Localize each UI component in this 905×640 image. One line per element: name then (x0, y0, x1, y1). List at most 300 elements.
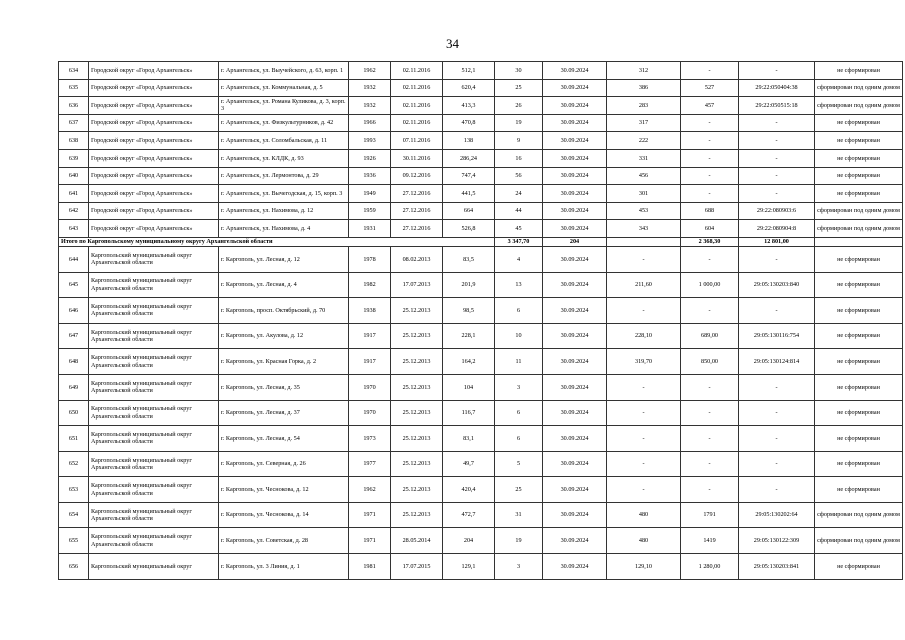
cell-emergency-date: 30.11.2016 (391, 149, 443, 167)
cell-address: г. Каргополь, ул. Лесная, д. 54 (219, 426, 349, 452)
cell-row-number: 645 (59, 272, 89, 298)
cell-deadline: 30.09.2024 (543, 426, 607, 452)
cell-floor-area: 664 (443, 202, 495, 220)
cell-row-number: 646 (59, 298, 89, 324)
table-body-kargopol (59, 246, 903, 579)
cell-emergency-date: 27.12.2016 (391, 220, 443, 238)
cell-plot-area-1: 211,60 (607, 272, 681, 298)
cell-build-year: 1949 (349, 185, 391, 203)
cell-deadline: 30.09.2024 (543, 554, 607, 580)
cell-municipality: Каргопольский муниципальный округ Архангельской области (89, 246, 219, 272)
total-row (59, 237, 903, 246)
cell-address: г. Архангельск, ул. Нахимова, д. 4 (219, 220, 349, 238)
cell-residents: 26 (495, 97, 543, 115)
cell-row-number: 649 (59, 374, 89, 400)
cell-plot-status: не сформирован (815, 167, 903, 185)
cell-residents: 6 (495, 298, 543, 324)
table-row (59, 374, 903, 400)
cell-build-year: 1962 (349, 62, 391, 80)
cell-municipality: Городской округ «Город Архангельск» (89, 167, 219, 185)
cell-plot-area-1: 228,10 (607, 323, 681, 349)
cell-floor-area: 201,9 (443, 272, 495, 298)
cell-plot-area-2: - (681, 451, 739, 477)
cell-floor-area: 49,7 (443, 451, 495, 477)
cell-plot-area-2: - (681, 477, 739, 503)
cell-floor-area: 204 (443, 528, 495, 554)
cell-build-year: 1971 (349, 502, 391, 528)
cell-plot-area-2: - (681, 400, 739, 426)
cell-plot-area-1: - (607, 374, 681, 400)
cell-row-number: 656 (59, 554, 89, 580)
cell-emergency-date: 02.11.2016 (391, 79, 443, 97)
cell-plot-area-1: 129,10 (607, 554, 681, 580)
table-body-arkhangelsk (59, 62, 903, 238)
cell-municipality: Городской округ «Город Архангельск» (89, 149, 219, 167)
cell-row-number: 638 (59, 132, 89, 150)
table-row (59, 400, 903, 426)
cell-emergency-date: 07.11.2016 (391, 132, 443, 150)
table-row (59, 220, 903, 238)
cell-cadastral-number: - (739, 114, 815, 132)
cell-plot-area-1: 222 (607, 132, 681, 150)
cell-cadastral-number: 29:22:080903:6 (739, 202, 815, 220)
cell-emergency-date: 17.07.2013 (391, 272, 443, 298)
cell-plot-area-2: - (681, 132, 739, 150)
cell-cadastral-number: 29:05:130116:754 (739, 323, 815, 349)
cell-build-year: 1981 (349, 554, 391, 580)
cell-address: г. Каргополь, просп. Октябрьский, д. 70 (219, 298, 349, 324)
cell-municipality: Городской округ «Город Архангельск» (89, 185, 219, 203)
cell-plot-area-2: 604 (681, 220, 739, 238)
cell-cadastral-number: - (739, 298, 815, 324)
cell-floor-area: 413,3 (443, 97, 495, 115)
cell-plot-area-2: 1 000,00 (681, 272, 739, 298)
cell-residents: 11 (495, 349, 543, 375)
cell-municipality: Каргопольский муниципальный округ Архангельской области (89, 349, 219, 375)
cell-cadastral-number: - (739, 246, 815, 272)
cell-address: г. Каргополь, ул. Лесная, д. 12 (219, 246, 349, 272)
cell-row-number: 641 (59, 185, 89, 203)
table-row (59, 114, 903, 132)
cell-plot-status: не сформирован (815, 185, 903, 203)
cell-address: г. Архангельск, ул. Вычегодская, д. 15, корп. 3 (219, 185, 349, 203)
cell-municipality: Каргопольский муниципальный округ Архангельской области (89, 400, 219, 426)
cell-residents: 6 (495, 426, 543, 452)
cell-residents: 44 (495, 202, 543, 220)
cell-plot-area-1: 317 (607, 114, 681, 132)
cell-plot-status: сформирован под одним домом (815, 220, 903, 238)
cell-deadline: 30.09.2024 (543, 298, 607, 324)
cell-plot-status: сформирован под одним домом (815, 97, 903, 115)
cell-floor-area: 512,1 (443, 62, 495, 80)
cell-deadline: 30.09.2024 (543, 62, 607, 80)
cell-cadastral-number: 29:05:130203:840 (739, 272, 815, 298)
cell-plot-area-2: 1791 (681, 502, 739, 528)
table-total (59, 237, 903, 246)
cell-plot-status: не сформирован (815, 451, 903, 477)
cell-build-year: 1982 (349, 272, 391, 298)
cell-plot-area-1: 480 (607, 502, 681, 528)
cell-address: г. Архангельск, ул. Выучейского, д. 63, корп. 1 (219, 62, 349, 80)
cell-row-number: 650 (59, 400, 89, 426)
cell-floor-area: 470,8 (443, 114, 495, 132)
cell-floor-area: 104 (443, 374, 495, 400)
cell-build-year: 1966 (349, 114, 391, 132)
cell-municipality: Городской округ «Город Архангельск» (89, 132, 219, 150)
cell-residents: 9 (495, 132, 543, 150)
cell-deadline: 30.09.2024 (543, 502, 607, 528)
cell-emergency-date: 17.07.2015 (391, 554, 443, 580)
cell-plot-area-2: 527 (681, 79, 739, 97)
cell-plot-area-2: - (681, 62, 739, 80)
cell-address: г. Каргополь, ул. Чеснокова, д. 14 (219, 502, 349, 528)
cell-build-year: 1938 (349, 298, 391, 324)
cell-row-number: 654 (59, 502, 89, 528)
table-row (59, 349, 903, 375)
cell-build-year: 1932 (349, 97, 391, 115)
cell-floor-area: 116,7 (443, 400, 495, 426)
cell-plot-status: сформирован под одним домом (815, 79, 903, 97)
cell-municipality: Городской округ «Город Архангельск» (89, 79, 219, 97)
cell-municipality: Каргопольский муниципальный округ Архангельской области (89, 451, 219, 477)
table-row (59, 62, 903, 80)
cell-plot-status: не сформирован (815, 246, 903, 272)
cell-plot-area-2: 457 (681, 97, 739, 115)
cell-floor-area: 286,24 (443, 149, 495, 167)
cell-deadline: 30.09.2024 (543, 272, 607, 298)
cell-floor-area: 747,4 (443, 167, 495, 185)
cell-cadastral-number: 29:05:130122:309 (739, 528, 815, 554)
cell-plot-status: не сформирован (815, 272, 903, 298)
cell-build-year: 1970 (349, 374, 391, 400)
cell-build-year: 1973 (349, 426, 391, 452)
cell-row-number: 636 (59, 97, 89, 115)
cell-residents: 31 (495, 502, 543, 528)
cell-plot-area-1: - (607, 246, 681, 272)
cell-row-number: 644 (59, 246, 89, 272)
cell-plot-area-2: 689,00 (681, 323, 739, 349)
cell-deadline: 30.09.2024 (543, 477, 607, 503)
cell-deadline: 30.09.2024 (543, 202, 607, 220)
cell-row-number: 653 (59, 477, 89, 503)
cell-plot-area-2: 850,00 (681, 349, 739, 375)
cell-residents: 4 (495, 246, 543, 272)
cell-floor-area: 129,1 (443, 554, 495, 580)
cell-build-year: 1936 (349, 167, 391, 185)
cell-emergency-date: 25.12.2013 (391, 477, 443, 503)
cell-emergency-date: 02.11.2016 (391, 97, 443, 115)
cell-build-year: 1932 (349, 79, 391, 97)
cell-emergency-date: 25.12.2013 (391, 349, 443, 375)
cell-plot-area-2: - (681, 149, 739, 167)
cell-floor-area: 472,7 (443, 502, 495, 528)
cell-residents: 6 (495, 400, 543, 426)
cell-build-year: 1931 (349, 220, 391, 238)
total-area: 3 347,70 (495, 237, 543, 246)
table-row (59, 167, 903, 185)
cell-deadline: 30.09.2024 (543, 79, 607, 97)
cell-plot-area-1: 453 (607, 202, 681, 220)
cell-cadastral-number: - (739, 62, 815, 80)
cell-plot-status: не сформирован (815, 132, 903, 150)
cell-plot-status: не сформирован (815, 477, 903, 503)
cell-deadline: 30.09.2024 (543, 400, 607, 426)
cell-cadastral-number: 29:05:130203:841 (739, 554, 815, 580)
cell-plot-area-1: 301 (607, 185, 681, 203)
cell-emergency-date: 25.12.2013 (391, 451, 443, 477)
total-s2: 12 801,00 (739, 237, 815, 246)
table-row (59, 246, 903, 272)
cell-plot-status: не сформирован (815, 149, 903, 167)
cell-address: г. Каргополь, ул. Акулова, д. 12 (219, 323, 349, 349)
cell-municipality: Каргопольский муниципальный округ Архангельской области (89, 374, 219, 400)
table-row (59, 477, 903, 503)
cell-deadline: 30.09.2024 (543, 185, 607, 203)
cell-cadastral-number: - (739, 400, 815, 426)
housing-register-table (58, 61, 903, 580)
cell-emergency-date: 25.12.2013 (391, 323, 443, 349)
cell-build-year: 1917 (349, 323, 391, 349)
cell-plot-status: сформирован под одним домом (815, 502, 903, 528)
cell-plot-area-1: - (607, 426, 681, 452)
table-row (59, 202, 903, 220)
cell-plot-status: не сформирован (815, 323, 903, 349)
cell-plot-area-2: 1419 (681, 528, 739, 554)
cell-emergency-date: 25.12.2013 (391, 426, 443, 452)
cell-residents: 30 (495, 62, 543, 80)
cell-plot-area-1: 319,70 (607, 349, 681, 375)
cell-residents: 19 (495, 114, 543, 132)
cell-cadastral-number: - (739, 477, 815, 503)
cell-build-year: 1977 (349, 451, 391, 477)
cell-plot-status: не сформирован (815, 374, 903, 400)
cell-residents: 10 (495, 323, 543, 349)
total-cad (815, 237, 903, 246)
cell-cadastral-number: - (739, 167, 815, 185)
cell-residents: 25 (495, 477, 543, 503)
cell-address: г. Архангельск, ул. Коммунальная, д. 5 (219, 79, 349, 97)
cell-row-number: 635 (59, 79, 89, 97)
cell-build-year: 1978 (349, 246, 391, 272)
cell-plot-area-1: 283 (607, 97, 681, 115)
total-deadline (607, 237, 681, 246)
cell-plot-area-2: - (681, 298, 739, 324)
cell-row-number: 648 (59, 349, 89, 375)
cell-deadline: 30.09.2024 (543, 149, 607, 167)
table-row (59, 79, 903, 97)
table-row (59, 185, 903, 203)
cell-emergency-date: 09.12.2016 (391, 167, 443, 185)
cell-deadline: 30.09.2024 (543, 374, 607, 400)
cell-plot-status: не сформирован (815, 554, 903, 580)
cell-plot-area-2: - (681, 246, 739, 272)
cell-address: г. Архангельск, ул. Нахимова, д. 12 (219, 202, 349, 220)
table-row (59, 272, 903, 298)
cell-emergency-date: 25.12.2013 (391, 400, 443, 426)
cell-address: г. Каргополь, ул. Северная, д. 26 (219, 451, 349, 477)
cell-deadline: 30.09.2024 (543, 246, 607, 272)
cell-emergency-date: 28.05.2014 (391, 528, 443, 554)
cell-plot-area-1: - (607, 477, 681, 503)
cell-plot-status: не сформирован (815, 298, 903, 324)
cell-cadastral-number: 29:22:050404:38 (739, 79, 815, 97)
cell-emergency-date: 27.12.2016 (391, 202, 443, 220)
cell-residents: 5 (495, 451, 543, 477)
cell-cadastral-number: 29:22:080904:8 (739, 220, 815, 238)
cell-address: г. Каргополь, ул. Лесная, д. 35 (219, 374, 349, 400)
cell-municipality: Городской округ «Город Архангельск» (89, 202, 219, 220)
cell-plot-status: не сформирован (815, 62, 903, 80)
cell-emergency-date: 25.12.2013 (391, 374, 443, 400)
total-s1: 2 368,30 (681, 237, 739, 246)
cell-plot-status: не сформирован (815, 349, 903, 375)
cell-row-number: 639 (59, 149, 89, 167)
cell-emergency-date: 25.12.2013 (391, 502, 443, 528)
cell-plot-area-1: 386 (607, 79, 681, 97)
cell-build-year: 1917 (349, 349, 391, 375)
table-row (59, 132, 903, 150)
cell-floor-area: 420,4 (443, 477, 495, 503)
cell-plot-status: не сформирован (815, 400, 903, 426)
cell-row-number: 642 (59, 202, 89, 220)
table-row (59, 426, 903, 452)
cell-row-number: 643 (59, 220, 89, 238)
cell-build-year: 1971 (349, 528, 391, 554)
total-people: 204 (543, 237, 607, 246)
cell-residents: 25 (495, 79, 543, 97)
cell-plot-area-2: - (681, 426, 739, 452)
cell-residents: 45 (495, 220, 543, 238)
table-row (59, 149, 903, 167)
table-row (59, 323, 903, 349)
cell-plot-area-2: 1 280,00 (681, 554, 739, 580)
cell-cadastral-number: - (739, 149, 815, 167)
cell-floor-area: 138 (443, 132, 495, 150)
cell-plot-area-1: 312 (607, 62, 681, 80)
table-row (59, 528, 903, 554)
cell-municipality: Каргопольский муниципальный округ Архангельской области (89, 502, 219, 528)
cell-floor-area: 83,1 (443, 426, 495, 452)
cell-row-number: 640 (59, 167, 89, 185)
cell-deadline: 30.09.2024 (543, 132, 607, 150)
cell-row-number: 634 (59, 62, 89, 80)
cell-deadline: 30.09.2024 (543, 323, 607, 349)
cell-emergency-date: 25.12.2013 (391, 298, 443, 324)
cell-cadastral-number: 29:05:130202:64 (739, 502, 815, 528)
cell-floor-area: 98,5 (443, 298, 495, 324)
table-row (59, 451, 903, 477)
cell-cadastral-number: - (739, 132, 815, 150)
cell-cadastral-number: - (739, 374, 815, 400)
cell-floor-area: 526,8 (443, 220, 495, 238)
cell-deadline: 30.09.2024 (543, 114, 607, 132)
table-row (59, 502, 903, 528)
cell-municipality: Городской округ «Город Архангельск» (89, 97, 219, 115)
cell-plot-status: не сформирован (815, 114, 903, 132)
cell-residents: 3 (495, 554, 543, 580)
cell-plot-area-2: 688 (681, 202, 739, 220)
cell-plot-area-1: 456 (607, 167, 681, 185)
cell-cadastral-number: - (739, 185, 815, 203)
cell-address: г. Каргополь, ул. Красная Горка, д. 2 (219, 349, 349, 375)
cell-row-number: 637 (59, 114, 89, 132)
cell-build-year: 1993 (349, 132, 391, 150)
cell-address: г. Архангельск, ул. Физкультурников, д. 42 (219, 114, 349, 132)
cell-plot-area-2: - (681, 374, 739, 400)
cell-residents: 3 (495, 374, 543, 400)
cell-cadastral-number: 29:05:130124:814 (739, 349, 815, 375)
cell-row-number: 647 (59, 323, 89, 349)
cell-municipality: Городской округ «Город Архангельск» (89, 220, 219, 238)
cell-address: г. Каргополь, ул. Лесная, д. 37 (219, 400, 349, 426)
cell-deadline: 30.09.2024 (543, 167, 607, 185)
cell-residents: 19 (495, 528, 543, 554)
cell-floor-area: 620,4 (443, 79, 495, 97)
cell-address: г. Каргополь, ул. Лесная, д. 4 (219, 272, 349, 298)
cell-plot-status: сформирован под одним домом (815, 528, 903, 554)
cell-floor-area: 164,2 (443, 349, 495, 375)
cell-residents: 16 (495, 149, 543, 167)
cell-deadline: 30.09.2024 (543, 220, 607, 238)
cell-floor-area: 228,1 (443, 323, 495, 349)
cell-floor-area: 83,5 (443, 246, 495, 272)
cell-plot-area-1: - (607, 298, 681, 324)
table-row (59, 97, 903, 115)
cell-deadline: 30.09.2024 (543, 451, 607, 477)
cell-plot-area-1: 343 (607, 220, 681, 238)
cell-address: г. Архангельск, ул. Соломбальская, д. 11 (219, 132, 349, 150)
cell-address: г. Каргополь, ул. Чеснокова, д. 12 (219, 477, 349, 503)
cell-row-number: 651 (59, 426, 89, 452)
cell-deadline: 30.09.2024 (543, 349, 607, 375)
cell-address: г. Каргополь, ул. Советская, д. 28 (219, 528, 349, 554)
cell-plot-area-1: - (607, 400, 681, 426)
cell-residents: 24 (495, 185, 543, 203)
cell-address: г. Архангельск, ул. Лермонтова, д. 29 (219, 167, 349, 185)
cell-plot-area-2: - (681, 114, 739, 132)
cell-address: г. Архангельск, ул. КЛДК, д. 93 (219, 149, 349, 167)
total-label: Итого по Каргопольскому муниципальному округу Архангельской области (59, 237, 495, 246)
cell-municipality: Каргопольский муниципальный округ Архангельской области (89, 426, 219, 452)
cell-municipality: Городской округ «Город Архангельск» (89, 114, 219, 132)
cell-build-year: 1970 (349, 400, 391, 426)
cell-plot-status: не сформирован (815, 426, 903, 452)
cell-plot-status: сформирован под одним домом (815, 202, 903, 220)
cell-emergency-date: 08.02.2013 (391, 246, 443, 272)
cell-residents: 56 (495, 167, 543, 185)
table-row (59, 554, 903, 580)
cell-emergency-date: 27.12.2016 (391, 185, 443, 203)
cell-address: г. Каргополь, ул. 3 Линия, д. 1 (219, 554, 349, 580)
cell-build-year: 1962 (349, 477, 391, 503)
cell-municipality: Каргопольский муниципальный округ Архангельской области (89, 323, 219, 349)
cell-build-year: 1959 (349, 202, 391, 220)
cell-cadastral-number: - (739, 451, 815, 477)
cell-cadastral-number: - (739, 426, 815, 452)
cell-plot-area-1: - (607, 451, 681, 477)
cell-municipality: Каргопольский муниципальный округ Архангельской области (89, 298, 219, 324)
cell-plot-area-1: 331 (607, 149, 681, 167)
cell-municipality: Каргопольский муниципальный округ Архангельской области (89, 528, 219, 554)
page-number: 34 (446, 36, 459, 51)
cell-emergency-date: 02.11.2016 (391, 114, 443, 132)
cell-plot-area-2: - (681, 185, 739, 203)
cell-municipality: Городской округ «Город Архангельск» (89, 62, 219, 80)
cell-row-number: 652 (59, 451, 89, 477)
cell-address: г. Архангельск, ул. Романа Куликова, д. 3, корп. 3 (219, 97, 349, 115)
cell-residents: 13 (495, 272, 543, 298)
cell-deadline: 30.09.2024 (543, 97, 607, 115)
